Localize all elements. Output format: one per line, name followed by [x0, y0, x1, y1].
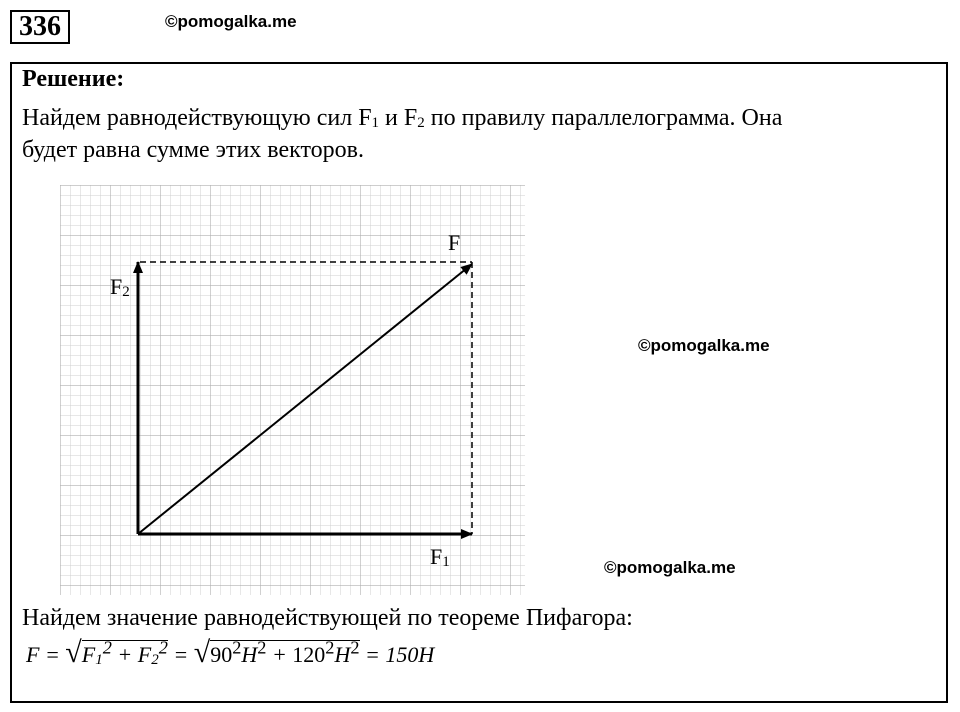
watermark-middle: ©pomogalka.me	[638, 336, 770, 355]
pythagoras-formula: $F = √F_1^2 + F_2^2 = √90^2H^2 + 120^2H^2 = 150H$	[26, 636, 435, 669]
label-f2: $F_2$	[110, 274, 130, 300]
label-f: F	[448, 230, 461, 255]
pythagoras-text: Найдем значение равнодействующей по теореме Пифагора:	[22, 605, 633, 631]
label-f1: $F_1$	[430, 544, 450, 570]
solution-line-1: Найдем равнодействующую сил $F_1$ и $F_2$ по правилу параллелограмма. Она	[22, 105, 783, 131]
watermark-bottom: ©pomogalka.me	[604, 558, 736, 577]
solution-label: Решение:	[22, 66, 125, 92]
problem-number: 336	[10, 10, 70, 44]
solution-line-2: будет равна сумме этих векторов.	[22, 137, 364, 163]
watermark-top: ©pomogalka.me	[165, 12, 297, 31]
